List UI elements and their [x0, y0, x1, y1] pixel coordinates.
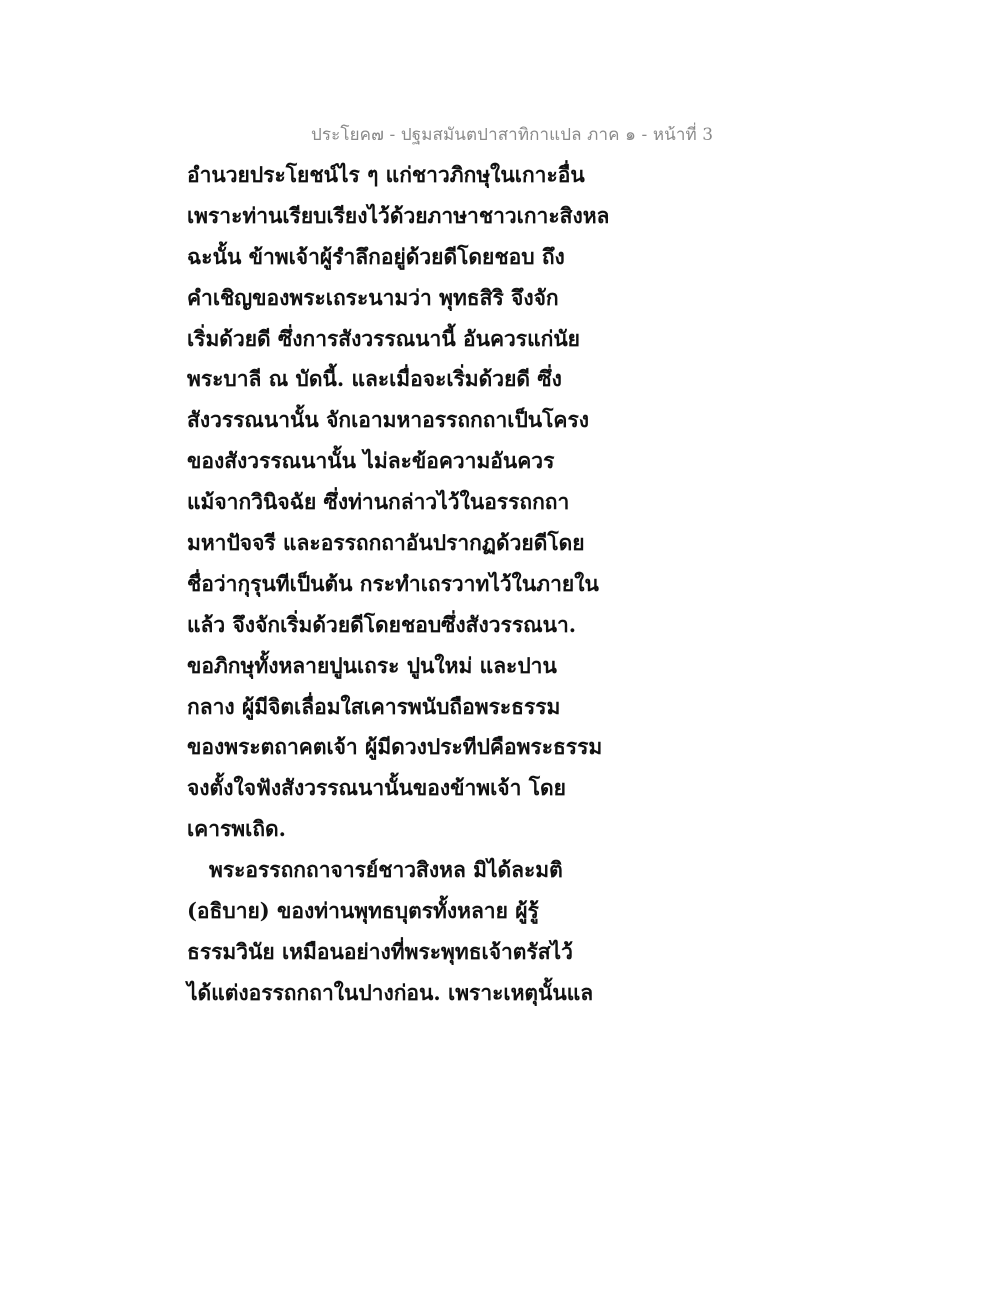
text-line: ขอภิกษุทั้งหลายปูนเถระ ปูนใหม่ และปาน — [187, 652, 557, 678]
paragraph-start-line: พระอรรถกถาจารย์ชาวสิงหล มิได้ละมติ — [209, 857, 563, 883]
text-line: อำนวยประโยชน์ไร ๆ แก่ชาวภิกษุในเกาะอื่น — [187, 162, 585, 187]
text-line: พระบาลี ณ บัดนี้. และเมื่อจะเริ่มด้วยดี ซึ่ง — [187, 366, 562, 392]
text-line: แม้จากวินิจฉัย ซึ่งท่านกล่าวไว้ในอรรถกถา — [187, 489, 570, 515]
text-line: เริ่มด้วยดี ซึ่งการสังวรรณนานี้ อันควรแก่นัย — [187, 325, 580, 351]
text-line: ฉะนั้น ข้าพเจ้าผู้รำลึกอยู่ด้วยดีโดยชอบ ถึง — [187, 243, 565, 269]
text-line: จงตั้งใจฟังสังวรรณนานั้นของข้าพเจ้า โดย — [187, 775, 566, 801]
text-line: สังวรรณนานั้น จักเอามหาอรรถกถาเป็นโครง — [187, 407, 589, 433]
text-line: ได้แต่งอรรถกถาในปางก่อน. เพราะเหตุนั้นแล — [187, 979, 594, 1005]
text-line: มหาปัจจรี และอรรถกถาอันปรากฏด้วยดีโดย — [187, 530, 585, 556]
text-line: ชื่อว่ากุรุนทีเป็นต้น กระทำเถรวาทไว้ในภายใน — [187, 570, 599, 596]
text-line: คำเชิญของพระเถระนามว่า พุทธสิริ จึงจัก — [187, 284, 559, 310]
text-line: ของสังวรรณนานั้น ไม่ละข้อความอันควร — [187, 448, 555, 474]
text-line: แล้ว จึงจักเริ่มด้วยดีโดยชอบซึ่งสังวรรณนา. — [187, 611, 577, 637]
text-line: เคารพเถิด. — [187, 816, 286, 842]
text-line: ของพระตถาคตเจ้า ผู้มีดวงประทีปคือพระธรรม — [187, 734, 603, 760]
text-line: กลาง ผู้มีจิตเลื่อมใสเคารพนับถือพระธรรม — [187, 693, 561, 719]
text-line: ธรรมวินัย เหมือนอย่างที่พระพุทธเจ้าตรัสไว้ — [187, 938, 573, 964]
body-text — [187, 155, 827, 1014]
text-line: (อธิบาย) ของท่านพุทธบุตรทั้งหลาย ผู้รู้ — [187, 898, 539, 924]
running-header: ประโยค๗ - ปฐมสมันตปาสาทิกาแปล ภาค ๑ - หน้าที่ 3 — [311, 125, 714, 145]
text-line: เพราะท่านเรียบเรียงไว้ด้วยภาษาชาวเกาะสิงหล — [187, 202, 610, 228]
